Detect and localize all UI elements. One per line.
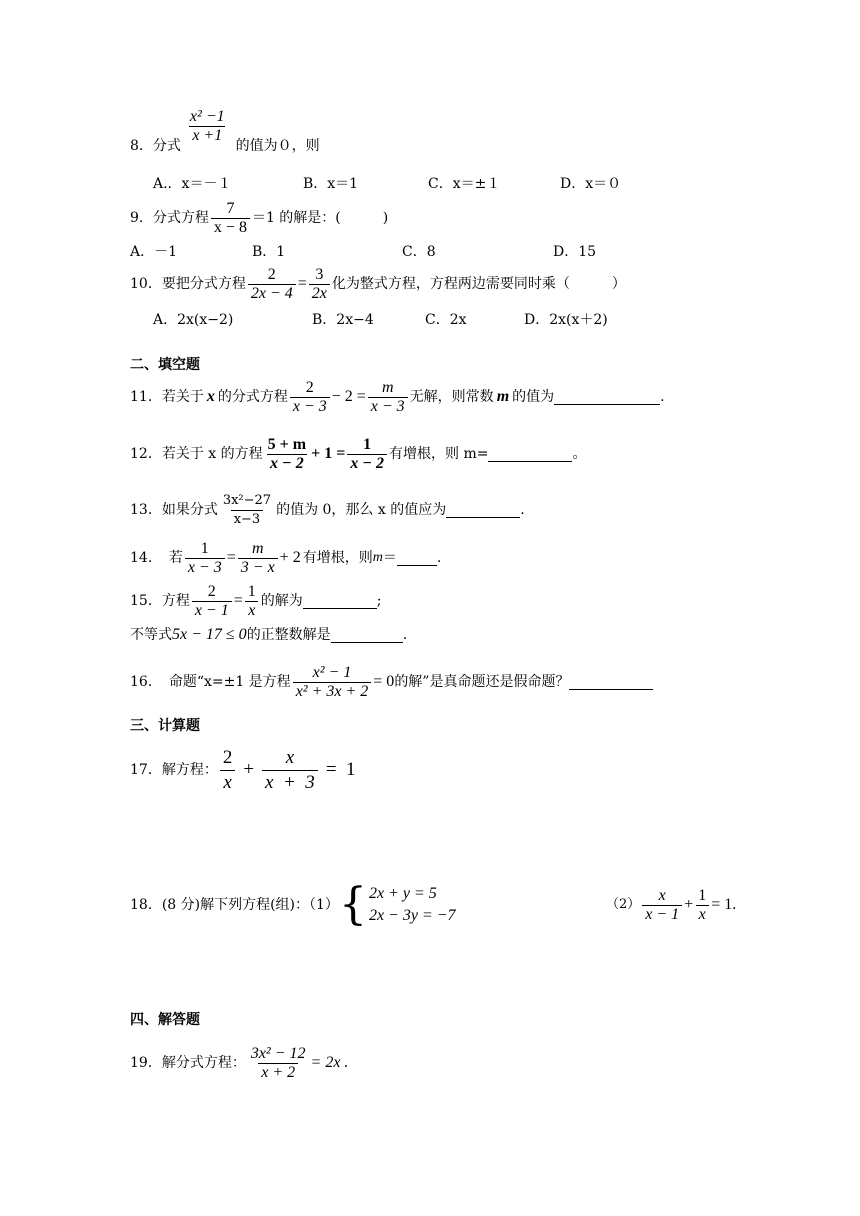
- q12-left-denominator: x − 2: [267, 454, 307, 473]
- q14-right-denominator: 3 − x: [238, 558, 278, 577]
- q12-end: 。: [572, 446, 587, 462]
- q17-fraction-right: [262, 746, 318, 795]
- q10-right-numerator: 3: [315, 265, 324, 283]
- q15-right-numerator: 1: [247, 582, 256, 600]
- q19-line: [130, 1040, 348, 1086]
- q12-right-numerator: 1: [363, 435, 372, 453]
- q17-prefix: 17．解方程：: [130, 762, 218, 778]
- q15-inequality-end: .: [402, 627, 408, 643]
- q12-suffix: 有增根，则 m=: [389, 446, 489, 462]
- q11-line: [130, 374, 665, 420]
- q18-left-denominator: x − 1: [642, 905, 682, 924]
- q10-options: [0, 310, 860, 330]
- q9-option-a: A．－1: [130, 244, 178, 260]
- q9-option-b: B．1: [252, 244, 286, 260]
- section-answer-title: 四、解答题: [130, 1012, 200, 1028]
- q17-equals: = 1: [325, 759, 356, 780]
- q14-fraction-left: [185, 540, 225, 577]
- q16-answer-blank[interactable]: [569, 675, 653, 690]
- q18-prefix: 18．(8 分)解下列方程(组)：（1）: [130, 897, 339, 913]
- q18-fraction-left: [642, 887, 682, 924]
- q11-fraction-left: [290, 379, 330, 416]
- q10-left-denominator: 2x − 4: [248, 284, 296, 303]
- q13-suffix: 的值为 0，那么 x 的值应为: [276, 502, 447, 518]
- q11-suffix: 的值为: [512, 389, 555, 405]
- q15-inequality: 5x − 17 ≤ 0: [172, 626, 247, 643]
- q12-fraction-right: [347, 436, 387, 473]
- q9-prefix: 9．分式方程: [130, 210, 209, 226]
- q10-line: [130, 262, 626, 306]
- q8-option-c: C．x＝±１: [428, 176, 501, 192]
- q8-suffix: 的值为０，则: [235, 138, 320, 154]
- q18-left-numerator: x: [658, 886, 666, 904]
- q8-numerator: x² −1: [189, 107, 225, 125]
- q15-fraction-left: [192, 583, 232, 620]
- q9-suffix: ＝1 的解是：( ): [251, 210, 389, 226]
- q14-left-denominator: x − 3: [185, 558, 225, 577]
- q14-answer-blank[interactable]: [397, 551, 437, 566]
- q8-options: [0, 174, 860, 194]
- q12-fraction-left: [265, 436, 309, 473]
- q19-prefix: 19．解分式方程：: [130, 1055, 246, 1071]
- q14-equals-2: ＝: [382, 550, 397, 566]
- q9-line: [130, 196, 388, 240]
- q10-equals: =: [297, 275, 307, 292]
- q10-suffix: 化为整式方程，方程两边需要同时乘（ ）: [331, 276, 626, 292]
- q14-equals: =: [226, 549, 236, 566]
- q8-option-b: B．x＝1: [303, 176, 359, 192]
- q16-line: [130, 660, 653, 704]
- q10-fraction-left: [248, 266, 296, 303]
- q8-option-a: A.．x＝－１: [153, 176, 232, 192]
- q14-fraction-right: [238, 540, 278, 577]
- q17-left-numerator: 2: [222, 746, 233, 768]
- q18-line: [130, 880, 456, 930]
- q10-option-b: B．2x−4: [312, 312, 374, 328]
- q14-right-numerator: m: [251, 539, 264, 557]
- q11-left-numerator: 2: [305, 378, 314, 396]
- q12-line: [130, 430, 586, 478]
- q12-operator: + 1 =: [311, 445, 346, 462]
- q13-fraction: [220, 492, 274, 529]
- q10-option-a: A．2x(x−2): [153, 312, 234, 328]
- q14-var-m: m: [372, 550, 383, 565]
- q14-left-numerator: 1: [200, 539, 209, 557]
- q16-denominator: x² + 3x + 2: [293, 682, 372, 701]
- q14-suffix: 有增根，则: [302, 550, 373, 566]
- q8-fraction: [187, 108, 228, 145]
- q10-fraction-right: [309, 266, 330, 303]
- q15-suffix: 的解为: [260, 593, 303, 609]
- q11-var-x: x: [206, 388, 215, 405]
- q14-end: .: [436, 550, 442, 566]
- q11-operator: − 2 =: [331, 388, 366, 405]
- q11-left-denominator: x − 3: [290, 397, 330, 416]
- q9-fraction: [211, 200, 250, 237]
- q17-left-denominator: x: [220, 770, 234, 795]
- q19-denominator: x + 2: [258, 1063, 298, 1082]
- q9-option-d: D．15: [553, 244, 597, 260]
- q9-option-c: C．8: [402, 244, 436, 260]
- q18-fraction-right: [695, 887, 709, 924]
- q11-right-denominator: x − 3: [368, 397, 408, 416]
- q11-right-numerator: m: [381, 378, 394, 396]
- q10-left-numerator: 2: [267, 265, 276, 283]
- q8-line: [130, 107, 320, 176]
- q18-system-eq1: 2x + y = 5: [368, 885, 437, 902]
- q15-left-denominator: x − 1: [192, 601, 232, 620]
- q16-numerator: x² − 1: [312, 663, 352, 681]
- q18-system-brace: {: [338, 879, 367, 930]
- q9-numerator: 7: [226, 199, 235, 217]
- q8-option-d: D．x＝０: [560, 176, 622, 192]
- q12-left-numerator: 5 + m: [267, 435, 307, 453]
- q15-left-numerator: 2: [207, 582, 216, 600]
- q18-operator: +: [684, 896, 694, 913]
- q15-fraction-right: [245, 583, 259, 620]
- q10-option-d: D．2x(x＋2): [524, 312, 608, 328]
- q16-prefix: 16． 命题“x=±1 是方程: [130, 674, 291, 690]
- q11-prefix: 11．若关于: [130, 389, 204, 405]
- q15-answer-blank[interactable]: [303, 594, 377, 609]
- q13-numerator: 3x²−27: [222, 492, 272, 508]
- q15-inequality-line: [130, 624, 407, 646]
- q8-denominator: x +1: [189, 126, 225, 145]
- q17-operator: +: [243, 759, 255, 780]
- section-calculation-title: 三、计算题: [130, 718, 200, 734]
- q14-line: [130, 536, 441, 580]
- q10-prefix: 10．要把分式方程: [130, 276, 246, 292]
- q18-system: [369, 883, 456, 927]
- q14-operator: + 2: [279, 549, 301, 566]
- q9-denominator: x − 8: [211, 218, 250, 237]
- q17-fraction-left: [220, 746, 236, 795]
- q13-line: [130, 490, 525, 530]
- q17-line: [130, 742, 356, 798]
- q18-part2-label: （2）: [606, 897, 641, 912]
- q13-end: .: [520, 502, 525, 518]
- q11-mid2: 无解，则常数: [409, 389, 494, 405]
- q12-prefix: 12．若关于 x 的方程: [130, 446, 263, 462]
- q13-prefix: 13．如果分式: [130, 502, 218, 518]
- q15-inequality-suffix: 的正整数解是: [246, 627, 331, 643]
- q14-prefix: 14． 若: [130, 550, 183, 566]
- q18-system-eq2: 2x − 3y = −7: [368, 907, 456, 924]
- q13-denominator: x−3: [231, 510, 264, 529]
- q12-right-denominator: x − 2: [347, 454, 387, 473]
- q15-inequality-prefix: 不等式: [130, 627, 172, 643]
- q15-end: ;: [376, 593, 382, 609]
- q8-prefix: 8．分式: [130, 138, 181, 154]
- q18-right-denominator: x: [696, 905, 709, 924]
- q16-suffix: 的解”是真命题还是假命题？: [394, 674, 570, 690]
- q9-options: [0, 242, 860, 262]
- q15-prefix: 15．方程: [130, 593, 190, 609]
- q11-answer-blank[interactable]: [554, 390, 660, 405]
- q10-option-c: C．2x: [425, 312, 467, 328]
- q19-numerator: 3x² − 12: [250, 1044, 306, 1062]
- q18-right-numerator: 1: [698, 886, 707, 904]
- q10-right-denominator: 2x: [309, 284, 330, 303]
- q16-equals: = 0: [373, 673, 395, 690]
- q16-fraction: [293, 664, 372, 701]
- q11-end: .: [660, 389, 665, 405]
- q11-var-m: m: [496, 388, 510, 405]
- q19-equals: = 2x .: [310, 1054, 349, 1071]
- q15-inequality-answer-blank[interactable]: [331, 628, 403, 643]
- q13-answer-blank[interactable]: [446, 503, 520, 518]
- q18-equals: = 1.: [711, 896, 737, 913]
- q11-fraction-right: [368, 379, 408, 416]
- section-fill-in-title: 二、填空题: [130, 357, 200, 373]
- q15-equals: =: [233, 592, 243, 609]
- q19-fraction: [248, 1045, 309, 1082]
- q12-answer-blank[interactable]: [488, 447, 572, 462]
- q17-right-denominator: x + 3: [262, 770, 318, 795]
- q15-right-denominator: x: [245, 601, 258, 620]
- q15-line: [130, 580, 381, 622]
- q18-part2-line: [606, 883, 736, 927]
- q11-mid: 的分式方程: [217, 389, 288, 405]
- q17-right-numerator: x: [285, 746, 295, 768]
